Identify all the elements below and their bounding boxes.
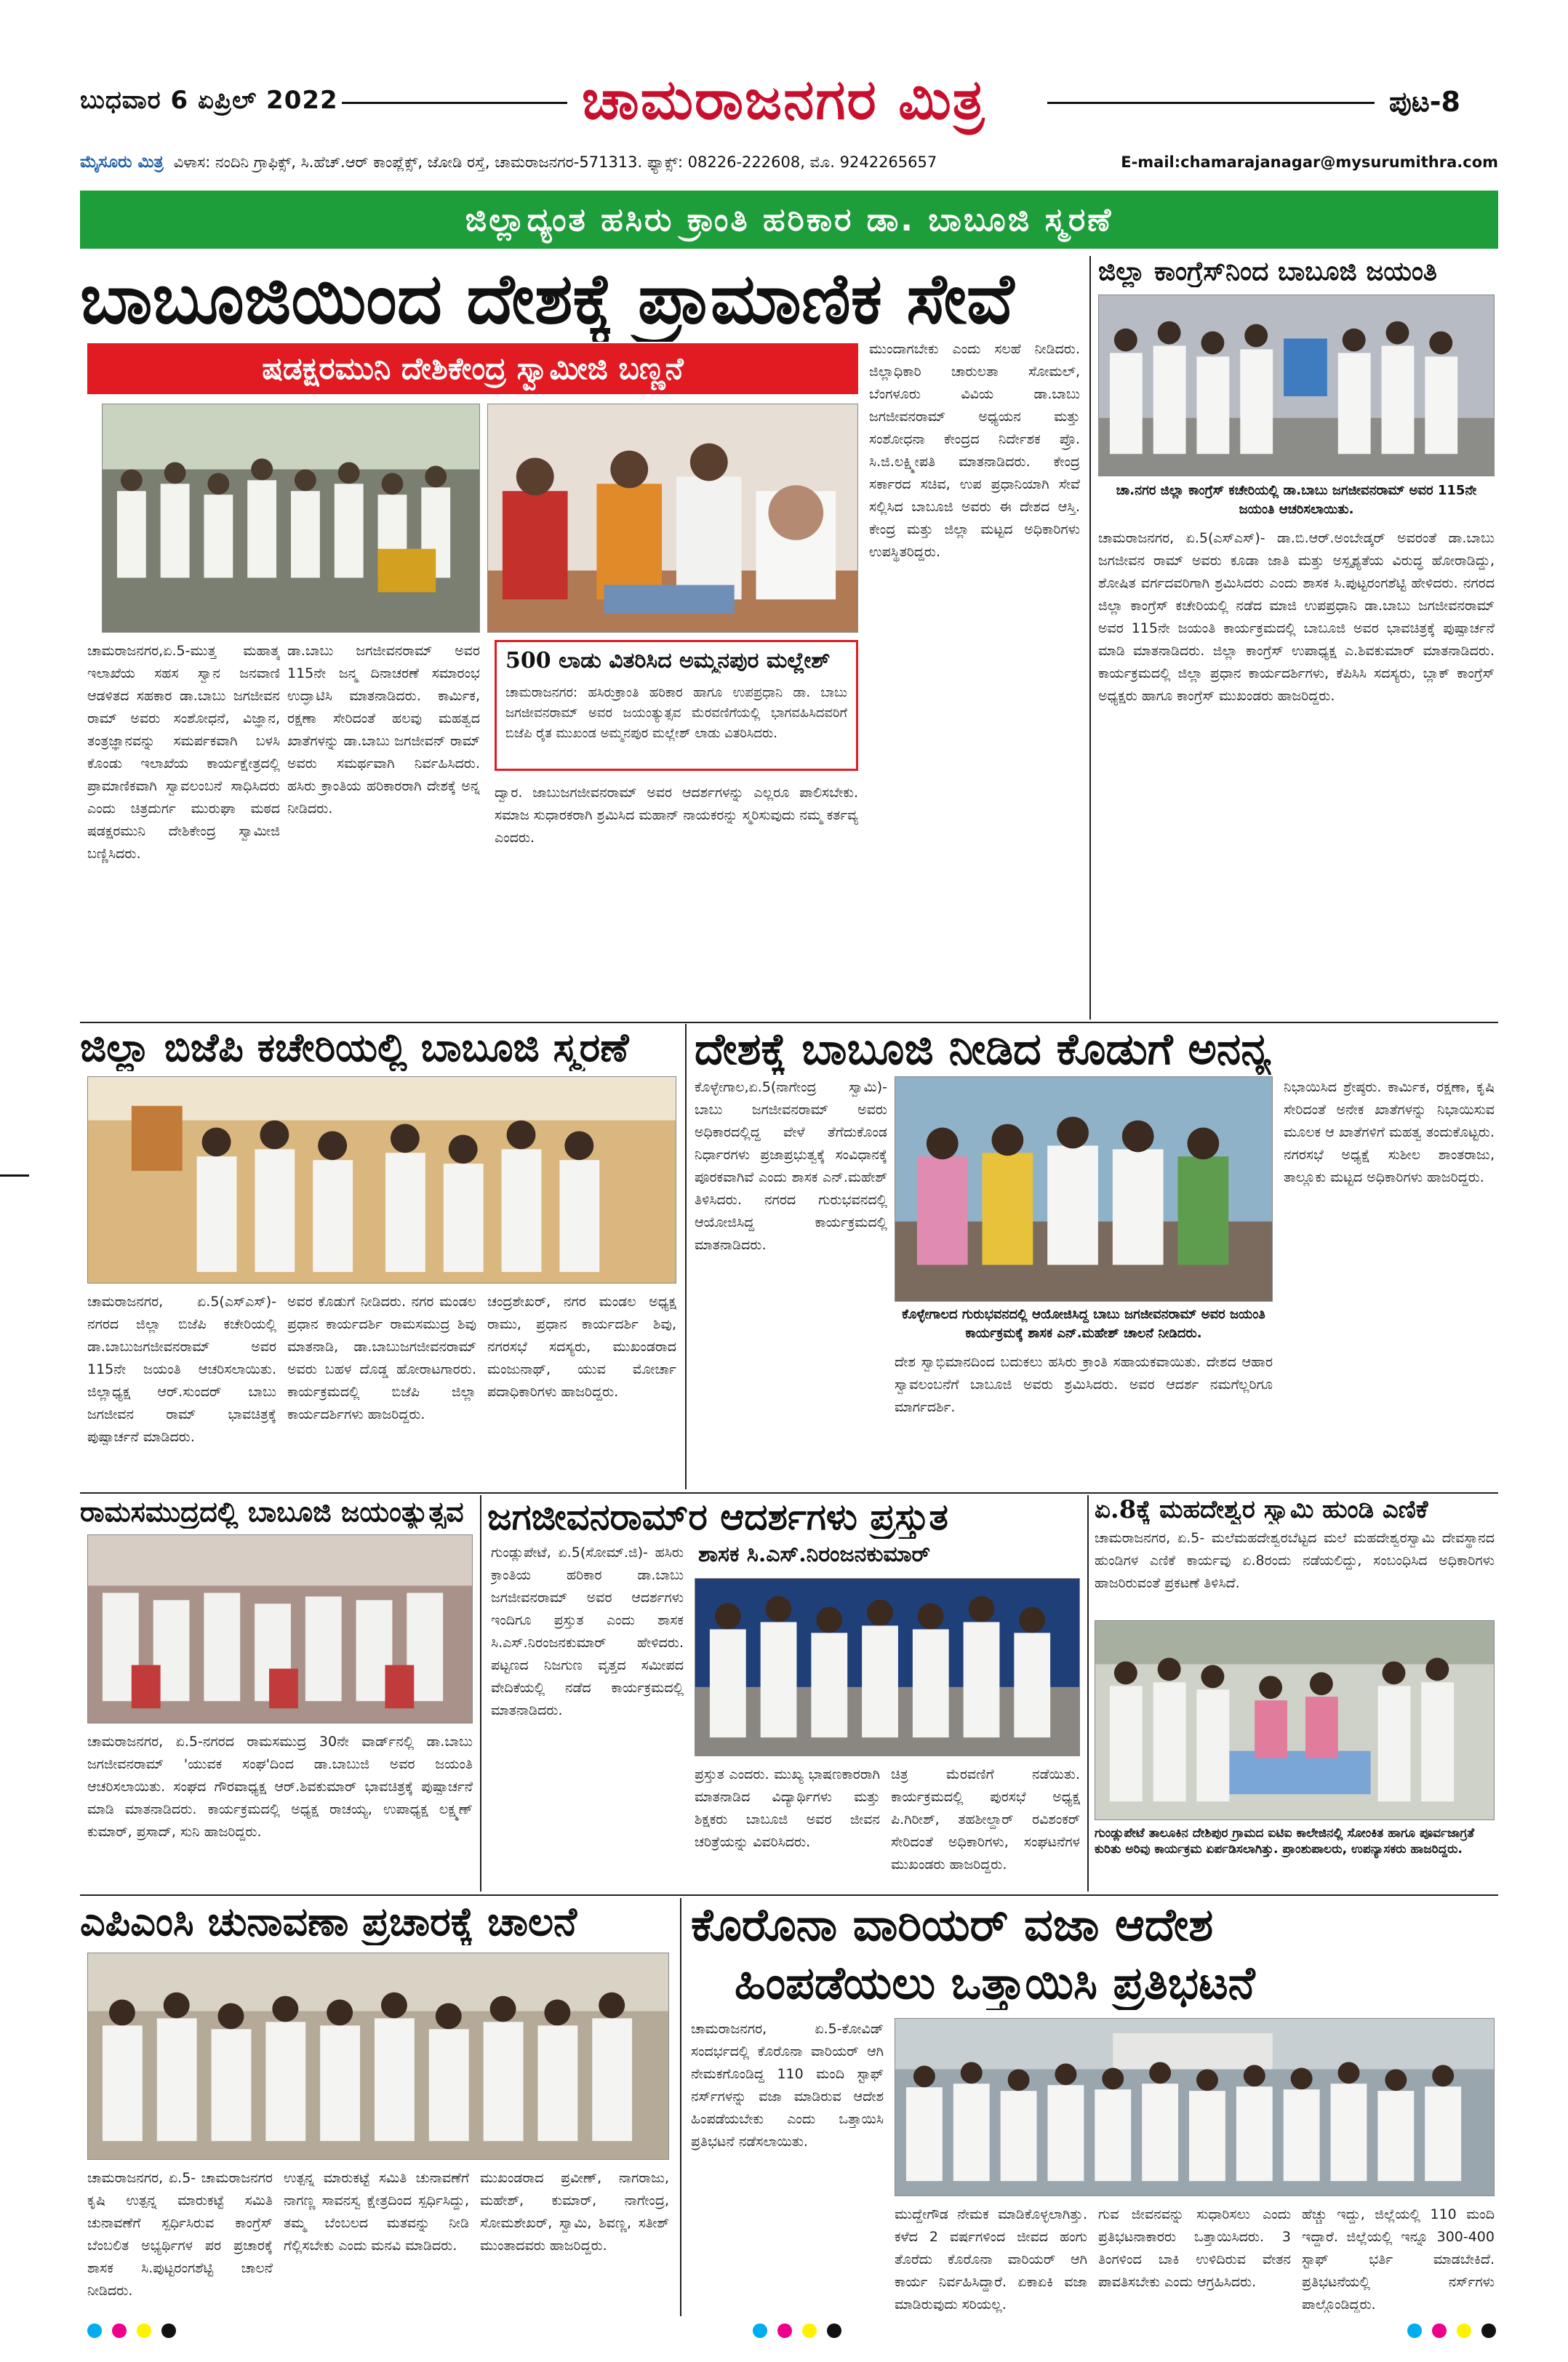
hundi-text: ಚಾಮರಾಜನಗರ, ಏ.5- ಮಲೆಮಹದೇಶ್ವರಬೆಟ್ಟದ ಮಲೆ ಮಹದೇಶ್ವರಸ್ವಾಮಿ ದೇವಸ್ಥಾನದ ಹುಂಡಿಗಳ ಎಣಿಕೆ ಕಾರ್ಯವು ಏ.8ರಂದು ನಡೆಯಲಿದ್ದು, ಸಂಬಂಧಿಸಿದ ಅಧಿಕಾರಿಗಳು ಹಾಜರಿರುವಂತೆ ಪ್ರಕಟಣೆ ತಿಳಿಸಿದೆ. bbox=[1095, 1530, 1495, 1591]
magenta-dot bbox=[1432, 2323, 1447, 2338]
masthead-rule-left bbox=[342, 102, 567, 104]
apmc-column-1: ಚಾಮರಾಜನಗರ, ಏ.5- ಚಾಮರಾಜನಗರ ಕೃಷಿ ಉತ್ಪನ್ನ ಮಾರುಕಟ್ಟೆ ಸಮಿತಿ ಚುನಾವಣೆಗೆ ಸ್ಪರ್ಧಿಸಿರುವ ಕಾಂಗ್ರೆಸ್ ಬೆಂಬಲಿತ ಅಭ್ಯರ್ಥಿಗಳ ಪರ ಪ್ರಚಾರಕ್ಕೆ ಶಾಸಕ ಸಿ.ಪುಟ್ಟರಂಗಶೆಟ್ಟಿ ಚಾಲನೆ ನೀಡಿದರು. bbox=[87, 2170, 273, 2299]
cyan-dot bbox=[1407, 2323, 1422, 2338]
ideals-column-3: ಚಿತ್ರ ಮೆರವಣಿಗೆ ನಡೆಯಿತು. ಕಾರ್ಯಕ್ರಮದಲ್ಲಿ ಪುರಸಭೆ ಅಧ್ಯಕ್ಷ ಪಿ.ಗಿರೀಶ್, ತಹಶೀಲ್ದಾರ್ ರವಿಶಂಕರ್ ಸೇರಿದಂತೆ ಅಧಿಕಾರಿಗಳು, ಸಂಘಟನೆಗಳ ಮುಖಂಡರು ಹಾಜರಿದ್ದರು. bbox=[891, 1766, 1080, 1873]
ideals-divider bbox=[1087, 1495, 1089, 1891]
publisher-address: ವಿಳಾಸ: ನಂದಿನಿ ಗ್ರಾಫಿಕ್ಸ್, ಸಿ.ಹೆಚ್.ಆರ್ ಕಾಂಪ್ಲೆಕ್ಸ್, ಜೋಡಿ ರಸ್ತೆ, ಚಾಮರಾಜನಗರ-571313. ಫ್ಯಾಕ್ಸ್: 08226-222608, ಮೊ. 9242265657 bbox=[173, 153, 937, 171]
registration-marks-right bbox=[1407, 2323, 1496, 2338]
corona-photo bbox=[895, 2018, 1495, 2196]
apmc-column-3: ಮುಖಂಡರಾದ ಪ್ರವೀಣ್, ನಾಗರಾಜು, ಮಹೇಶ್, ಕುಮಾರ್, ನಾಗೇಂದ್ರ, ಸೋಮಶೇಖರ್, ಸ್ವಾಮಿ, ಶಿವಣ್ಣ, ಸತೀಶ್ ಮುಂತಾದವರು ಹಾಜರಿದ್ದರು. bbox=[480, 2170, 669, 2254]
lead-photo-stage bbox=[487, 404, 858, 633]
ramasamudra-divider bbox=[480, 1495, 481, 1891]
corona-headline-2: ಹಿಂಪಡೆಯಲು ಒತ್ತಾಯಿಸಿ ಪ್ರತಿಭಟನೆ bbox=[735, 1956, 1255, 2009]
contribution-column-3: ನಿಭಾಯಿಸಿದ ಶ್ರೇಷ್ಠರು. ಕಾರ್ಮಿಕ, ರಕ್ಷಣಾ, ಕೃಷಿ ಸೇರಿದಂತೆ ಅನೇಕ ಖಾತೆಗಳನ್ನು ನಿಭಾಯಿಸುವ ಮೂಲಕ ಆ ಖಾತೆಗಳಿಗೆ ಮಹತ್ವ ತಂದುಕೊಟ್ಟರು. ನಗರಸಭೆ ಅಧ್ಯಕ್ಷೆ ಸುಶೀಲ ಶಾಂತರಾಜು, ತಾಲ್ಲೂಕು ಮಟ್ಟದ ಅಧಿಕಾರಿಗಳು ಹಾಜರಿದ್ದರು. bbox=[1284, 1079, 1495, 1185]
bjp-divider bbox=[685, 1024, 687, 1489]
ideals-subhead: ಶಾಸಕ ಸಿ.ಎಸ್.ನಿರಂಜನಕುಮಾರ್ bbox=[698, 1542, 931, 1567]
hundi-caption: ಗುಂಡ್ಲುಪೇಟೆ ತಾಲೂಕಿನ ದೇಶಿಪುರ ಗ್ರಾಮದ ಐಟಿಐ ಕಾಲೇಜಿನಲ್ಲಿ ಸೋಂಕಿತ ಹಾಗೂ ಪೂರ್ವಜಾಗ್ರತೆ ಕುರಿತು ಅರಿವು ಕಾರ್ಯಕ್ರಮ ಏರ್ಪಡಿಸಲಾಗಿತ್ತು. ಪ್ರಾಂಶುಪಾಲರು, ಉಪನ್ಯಾಸಕರು ಹಾಜರಿದ್ದರು. bbox=[1095, 1826, 1475, 1857]
lead-headline: ಬಾಬೂಜಿಯಿಂದ ದೇಶಕ್ಕೆ ಪ್ರಾಮಾಣಿಕ ಸೇವೆ bbox=[80, 257, 1015, 340]
apmc-divider bbox=[680, 1898, 681, 2316]
page-number: ಪುಟ-8 bbox=[1389, 86, 1460, 118]
bjp-headline: ಜಿಲ್ಲಾ ಬಿಜೆಪಿ ಕಚೇರಿಯಲ್ಲಿ ಬಾಬೂಜಿ ಸ್ಮರಣೆ bbox=[80, 1024, 629, 1070]
section-banner: ಜಿಲ್ಲಾದ್ಯಂತ ಹಸಿರು ಕ್ರಾಂತಿ ಹರಿಕಾರ ಡಾ. ಬಾಬೂಜಿ ಸ್ಮರಣೆ bbox=[80, 191, 1498, 249]
apmc-column-2: ಉತ್ಪನ್ನ ಮಾರುಕಟ್ಟೆ ಸಮಿತಿ ಚುನಾವಣೆಗೆ ನಾಗಣ್ಣ ಸಾವನಸ್ವ ಕ್ಷೇತ್ರದಿಂದ ಸ್ಪರ್ಧಿಸಿದ್ದು, ತಮ್ಮ ಬೆಂಬಲದ ಮತವನ್ನು ನೀಡಿ ಗೆಲ್ಲಿಸಬೇಕು ಎಂದು ಮನವಿ ಮಾಡಿದರು. bbox=[284, 2170, 469, 2254]
corona-column-2: ಮುದ್ದೇಗೌಡ ನೇಮಕ ಮಾಡಿಕೊಳ್ಳಲಾಗಿತ್ತು. ಕಳೆದ 2 ವರ್ಷಗಳಿಂದ ಜೀವದ ಹಂಗು ತೊರೆದು ಕೊರೊನಾ ವಾರಿಯರ್ ಆಗಿ ಕಾರ್ಯ ನಿರ್ವಹಿಸಿದ್ದಾರೆ. ಏಕಾಏಕಿ ವಜಾ ಮಾಡಿರುವುದು ಸರಿಯಲ್ಲ. bbox=[895, 2206, 1087, 2313]
corona-headline-1: ಕೊರೊನಾ ವಾರಿಯರ್ ವಜಾ ಆದೇಶ bbox=[691, 1898, 1214, 1951]
apmc-headline: ಎಪಿಎಂಸಿ ಚುನಾವಣಾ ಪ್ರಚಾರಕ್ಕೆ ಚಾಲನೆ bbox=[80, 1898, 577, 1945]
yellow-dot bbox=[137, 2323, 151, 2338]
magenta-dot bbox=[777, 2323, 792, 2338]
corona-column-1: ಚಾಮರಾಜನಗರ, ಏ.5-ಕೋವಿಡ್ ಸಂದರ್ಭದಲ್ಲಿ ಕೊರೊನಾ ವಾರಿಯರ್ ಆಗಿ ನೇಮಕಗೊಂಡಿದ್ದ 110 ಮಂದಿ ಸ್ಟಾಫ್ ನರ್ಸ್‌ಗಳನ್ನು ವಜಾ ಮಾಡಿರುವ ಆದೇಶ ಹಿಂಪಡೆಯಬೇಕು ಎಂದು ಒತ್ತಾಯಿಸಿ ಪ್ರತಿಭಟನೆ ನಡೆಸಲಾಯಿತು. bbox=[691, 2021, 884, 2150]
issue-date: ಬುಧವಾರ 6 ಏಪ್ರಿಲ್ 2022 bbox=[80, 86, 338, 115]
row-divider-3 bbox=[80, 1894, 1498, 1896]
lead-column-2: ಡಾ.ಬಾಬು ಜಗಜೀವನರಾಮ್ ಅವರ 115ನೇ ಜನ್ಮ ದಿನಾಚರಣೆ ಸಮಾರಂಭ ಉದ್ಘಾಟಿಸಿ ಮಾತನಾಡಿದರು. ಕಾರ್ಮಿಕ, ರಕ್ಷಣಾ ಸೇರಿದಂತೆ ಹಲವು ಮಹತ್ವದ ಖಾತೆಗಳನ್ನು ಡಾ.ಬಾಬು ಜಗಜೀವನ್ ರಾಮ್ ಅವರು ಸಮರ್ಥವಾಗಿ ನಿರ್ವಹಿಸಿದರು. ಹಸಿರು ಕ್ರಾಂತಿಯ ಹರಿಕಾರರಾಗಿ ದೇಶಕ್ಕೆ ಅನ್ನ ನೀಡಿದರು. bbox=[287, 643, 480, 817]
margin-tick bbox=[0, 1174, 29, 1177]
lead-photo-procession bbox=[102, 404, 480, 633]
black-dot bbox=[161, 2323, 176, 2338]
lead-subhead: ಷಡಕ್ಷರಮುನಿ ದೇಶಿಕೇಂದ್ರ ಸ್ವಾಮೀಜಿ ಬಣ್ಣನೆ bbox=[87, 343, 858, 394]
congress-caption: ಚಾ.ನಗರ ಜಿಲ್ಲಾ ಕಾಂಗ್ರೆಸ್ ಕಚೇರಿಯಲ್ಲಿ ಡಾ.ಬಾಬು ಜಗಜೀವನರಾಮ್ ಅವರ 115ನೇ ಜಯಂತಿ ಆಚರಿಸಲಾಯಿತು. bbox=[1116, 483, 1477, 517]
magenta-dot bbox=[112, 2323, 127, 2338]
apmc-photo bbox=[87, 1953, 669, 2160]
ideals-column-1: ಗುಂಡ್ಲುಪೇಟೆ, ಏ.5(ಸೋಮ್.ಜಿ)- ಹಸಿರು ಕ್ರಾಂತಿಯ ಹರಿಕಾರ ಡಾ.ಬಾಬು ಜಗಜೀವನರಾಮ್ ಅವರ ಆದರ್ಶಗಳು ಇಂದಿಗೂ ಪ್ರಸ್ತುತ ಎಂದು ಶಾಸಕ ಸಿ.ಎಸ್.ನಿರಂಜನಕುಮಾರ್ ಹೇಳಿದರು. ಪಟ್ಟಣದ ನಿಜಗುಣ ವೃತ್ತದ ಸಮೀಪದ ವೇದಿಕೆಯಲ್ಲಿ ನಡೆದ ಕಾರ್ಯಕ್ರಮದಲ್ಲಿ ಮಾತನಾಡಿದರು. bbox=[491, 1545, 684, 1718]
ramasamudra-photo bbox=[87, 1534, 473, 1724]
newspaper-brand: ಚಾಮರಾಜನಗರ ಮಿತ್ರ bbox=[582, 67, 986, 132]
lead-inset-box bbox=[495, 640, 858, 771]
yellow-dot bbox=[802, 2323, 817, 2338]
publisher-info-bar bbox=[80, 145, 1498, 179]
contribution-photo bbox=[895, 1076, 1273, 1302]
publisher-name: ಮೈಸೂರು ಮಿತ್ರ bbox=[80, 153, 164, 172]
black-dot bbox=[1481, 2323, 1496, 2338]
contribution-column-1: ಕೊಳ್ಳೇಗಾಲ,ಏ.5(ನಾಗೇಂದ್ರ ಸ್ವಾಮಿ)- ಬಾಬು ಜಗಜೀವನರಾಮ್ ಅವರು ಅಧಿಕಾರದಲ್ಲಿದ್ದ ವೇಳೆ ತೆಗೆದುಕೊಂಡ ನಿರ್ಧಾರಗಳು ಪ್ರಜಾಪ್ರಭುತ್ವಕ್ಕೆ ಸಂವಿಧಾನಕ್ಕೆ ಪೂರಕವಾಗಿವೆ ಎಂದು ಶಾಸಕ ಎನ್.ಮಹೇಶ್ ತಿಳಿಸಿದರು. ನಗರದ ಗುರುಭವನದಲ್ಲಿ ಆಯೋಜಿಸಿದ್ದ ಕಾರ್ಯಕ್ರಮದಲ್ಲಿ ಮಾತನಾಡಿದರು. bbox=[695, 1079, 887, 1253]
registration-marks-center bbox=[753, 2323, 841, 2338]
publisher-email: E-mail:chamarajanagar@mysurumithra.com bbox=[1121, 153, 1498, 171]
cyan-dot bbox=[87, 2323, 102, 2338]
registration-marks-left bbox=[87, 2323, 176, 2338]
cyan-dot bbox=[753, 2323, 767, 2338]
bjp-column-2: ಅವರ ಕೊಡುಗೆ ನೀಡಿದರು. ನಗರ ಮಂಡಲ ಪ್ರಧಾನ ಕಾರ್ಯದರ್ಶಿ ರಾಮಸಮುದ್ರ ಶಿವು ಮಾತನಾಡಿ, ಡಾ.ಬಾಬುಜಗಜೀವನರಾಮ್ ಅವರು ಬಹಳ ದೊಡ್ಡ ಹೋರಾಟಗಾರರು. ಕಾರ್ಯಕ್ರಮದಲ್ಲಿ ಬಿಜೆಪಿ ಜಿಲ್ಲಾ ಕಾರ್ಯದರ್ಶಿಗಳು ಹಾಜರಿದ್ದರು. bbox=[287, 1294, 476, 1422]
masthead-rule-right bbox=[1047, 102, 1375, 104]
lead-column-3: ದ್ವಾರ. ಜಾಬುಜಗಜೀವನರಾಮ್ ಅವರ ಆದರ್ಶಗಳನ್ನು ಎಲ್ಲರೂ ಪಾಲಿಸಬೇಕು. ಸಮಾಜ ಸುಧಾರಕರಾಗಿ ಶ್ರಮಿಸಿದ ಮಹಾನ್ ನಾಯಕರನ್ನು ಸ್ಮರಿಸುವುದು ನಮ್ಮ ಕರ್ತವ್ಯ ಎಂದರು. bbox=[495, 785, 858, 846]
black-dot bbox=[827, 2323, 841, 2338]
congress-photo bbox=[1098, 295, 1495, 476]
congress-headline: ಜಿಲ್ಲಾ ಕಾಂಗ್ರೆಸ್‌ನಿಂದ ಬಾಬೂಜಿ ಜಯಂತಿ bbox=[1098, 256, 1437, 287]
contribution-headline: ದೇಶಕ್ಕೆ ಬಾಬೂಜಿ ನೀಡಿದ ಕೊಡುಗೆ ಅನನ್ಯ bbox=[695, 1024, 1271, 1075]
contribution-caption: ಕೊಳ್ಳೇಗಾಲದ ಗುರುಭವನದಲ್ಲಿ ಆಯೋಜಿಸಿದ್ದ ಬಾಬು ಜಗಜೀವನರಾಮ್ ಅವರ ಜಯಂತಿ ಕಾರ್ಯಕ್ರಮಕ್ಕೆ ಶಾಸಕ ಎನ್.ಮಹೇಶ್ ಚಾಲನೆ ನೀಡಿದರು. bbox=[902, 1307, 1265, 1341]
lead-divider bbox=[1089, 256, 1091, 1020]
lead-column-1: ಚಾಮರಾಜನಗರ,ಏ.5-ಮುತ್ತ ಮಹಾತ್ಮ ಇಲಾಖೆಯ ಸಹಸ ಸ್ವಾನ ಜನವಾಣಿ ಆಡಳಿತದ ಸಹಕಾರ ಡಾ.ಬಾಬು ಜಗಜೀವನ ರಾಮ್ ಅವರು ಸಂಶೋಧನೆ, ವಿಜ್ಞಾನ, ತಂತ್ರಜ್ಞಾನವನ್ನು ಸಮರ್ಪಕವಾಗಿ ಬಳಸಿ ಕೊಂಡು ಇಲಾಖೆಯ ಕಾರ್ಯಕ್ಷೇತ್ರದಲ್ಲಿ ಪ್ರಾಮಾಣಿಕವಾಗಿ ಸ್ವಾವಲಂಬನೆ ಸಾಧಿಸಿದರು ಎಂದು ಚಿತ್ರದುರ್ಗ ಮುರುಘಾ ಮಠದ ಷಡಕ್ಷರಮುನಿ ದೇಶಿಕೇಂದ್ರ ಸ್ವಾಮೀಜಿ ಬಣ್ಣಿಸಿದರು. bbox=[87, 643, 280, 862]
ideals-headline: ಜಗಜೀವನರಾಮ್‌ರ ಆದರ್ಶಗಳು ಪ್ರಸ್ತುತ bbox=[487, 1495, 948, 1538]
corona-column-3: ಗುವ ಜೀವನವನ್ನು ಸುಧಾರಿಸಲು ಎಂದು ಪ್ರತಿಭಟನಾಕಾರರು ಒತ್ತಾಯಿಸಿದರು. 3 ತಿಂಗಳಿಂದ ಬಾಕಿ ಉಳಿದಿರುವ ವೇತನ ಪಾವತಿಸಬೇಕು ಎಂದು ಆಗ್ರಹಿಸಿದರು. bbox=[1098, 2206, 1291, 2290]
row-divider-1 bbox=[80, 1022, 1498, 1023]
contribution-column-2: ದೇಶ ಸ್ವಾಭಿಮಾನದಿಂದ ಬದುಕಲು ಹಸಿರು ಕ್ರಾಂತಿ ಸಹಾಯಕವಾಯಿತು. ದೇಶದ ಆಹಾರ ಸ್ವಾವಲಂಬನೆಗೆ ಬಾಬೂಜಿ ಅವರು ಶ್ರಮಿಸಿದರು. ಅವರ ಆದರ್ಶ ನಮಗೆಲ್ಲರಿಗೂ ಮಾರ್ಗದರ್ಶಿ. bbox=[895, 1354, 1273, 1415]
lead-inset-text: ಚಾಮರಾಜನಗರ: ಹಸಿರುಕ್ರಾಂತಿ ಹರಿಕಾರ ಹಾಗೂ ಉಪಪ್ರಧಾನಿ ಡಾ. ಬಾಬು ಜಗಜೀವನರಾಮ್ ಅವರ ಜಯಂತ್ಯುತ್ಸವ ಮೆರವಣಿಗೆಯಲ್ಲಿ ಭಾಗವಹಿಸಿದವರಿಗೆ ಬಿಜೆಪಿ ರೈತ ಮುಖಂಡ ಅಮ್ಮನಪುರ ಮಲ್ಲೇಶ್ ಲಾಡು ವಿತರಿಸಿದರು. bbox=[505, 685, 847, 741]
row-divider-2 bbox=[80, 1492, 1498, 1494]
ideals-photo bbox=[695, 1578, 1080, 1756]
ideals-column-2: ಪ್ರಸ್ತುತ ಎಂದರು. ಮುಖ್ಯ ಭಾಷಣಕಾರರಾಗಿ ಮಾತನಾಡಿದ ವಿದ್ಯಾರ್ಥಿಗಳು ಮತ್ತು ಶಿಕ್ಷಕರು ಬಾಬೂಜಿ ಅವರ ಜೀವನ ಚರಿತ್ರೆಯನ್ನು ವಿವರಿಸಿದರು. bbox=[695, 1766, 880, 1850]
bjp-column-3: ಚಂದ್ರಶೇಖರ್, ನಗರ ಮಂಡಲ ಅಧ್ಯಕ್ಷ ರಾಮು, ಪ್ರಧಾನ ಕಾರ್ಯದರ್ಶಿ ಶಿವು, ನಗರಸಭೆ ಸದಸ್ಯರು, ಮುಖಂಡರಾದ ಮಂಜುನಾಥ್, ಯುವ ಮೋರ್ಚಾ ಪದಾಧಿಕಾರಿಗಳು ಹಾಜರಿದ್ದರು. bbox=[487, 1294, 676, 1400]
ramasamudra-text: ಚಾಮರಾಜನಗರ, ಏ.5-ನಗರದ ರಾಮಸಮುದ್ರ 30ನೇ ವಾರ್ಡ್‌ನಲ್ಲಿ ಡಾ.ಬಾಬು ಜಗಜೀವನರಾಮ್ 'ಯುವಕ ಸಂಘ'ದಿಂದ ಡಾ.ಬಾಬುಜಿ ಅವರ ಜಯಂತಿ ಆಚರಿಸಲಾಯಿತು. ಸಂಘದ ಗೌರವಾಧ್ಯಕ್ಷ ಆರ್.ಶಿವಕುಮಾರ್ ಭಾವಚಿತ್ರಕ್ಕೆ ಪುಷ್ಪಾರ್ಚನೆ ಮಾಡಿ ಮಾತನಾಡಿದರು. ಕಾರ್ಯಕ್ರಮದಲ್ಲಿ ಅಧ್ಯಕ್ಷ ರಾಚಯ್ಯ, ಉಪಾಧ್ಯಕ್ಷ ಲಕ್ಷ್ಮಣ್ ಕುಮಾರ್, ಪ್ರಸಾದ್, ಸುನಿ ಹಾಜರಿದ್ದರು. bbox=[87, 1734, 473, 1840]
bjp-photo bbox=[87, 1076, 676, 1284]
hundi-photo bbox=[1095, 1620, 1495, 1820]
yellow-dot bbox=[1457, 2323, 1471, 2338]
lead-column-4: ಮುಂದಾಗಬೇಕು ಎಂದು ಸಲಹೆ ನೀಡಿದರು. ಜಿಲ್ಲಾಧಿಕಾರಿ ಚಾರುಲತಾ ಸೋಮಲ್, ಬೆಂಗಳೂರು ವಿವಿಯ ಡಾ.ಬಾಬು ಜಗಜೀವನರಾಮ್ ಅಧ್ಯಯನ ಮತ್ತು ಸಂಶೋಧನಾ ಕೇಂದ್ರದ ನಿರ್ದೇಶಕ ಪ್ರೊ. ಸಿ.ಜಿ.ಲಕ್ಷ್ಮೀಪತಿ ಮಾತನಾಡಿದರು. ಕೇಂದ್ರ ಸರ್ಕಾರದ ಸಚಿವ, ಉಪ ಪ್ರಧಾನಿಯಾಗಿ ಸೇವೆ ಸಲ್ಲಿಸಿದ ಬಾಬೂಜಿ ಅವರು ಈ ದೇಶದ ಆಸ್ತಿ. ಕೇಂದ್ರ ಮತ್ತು ಜಿಲ್ಲಾ ಮಟ್ಟದ ಅಧಿಕಾರಿಗಳು ಉಪಸ್ಥಿತರಿದ್ದರು. bbox=[869, 341, 1080, 560]
lead-inset-title: 500 ಲಾಡು ವಿತರಿಸಿದ ಅಮ್ಮನಪುರ ಮಲ್ಲೇಶ್ bbox=[505, 648, 831, 673]
bjp-column-1: ಚಾಮರಾಜನಗರ, ಏ.5(ಎಸ್‌ಎಸ್)- ನಗರದ ಜಿಲ್ಲಾ ಬಿಜೆಪಿ ಕಚೇರಿಯಲ್ಲಿ ಡಾ.ಬಾಬುಜಗಜೀವನರಾಮ್ ಅವರ 115ನೇ ಜಯಂತಿ ಆಚರಿಸಲಾಯಿತು. ಜಿಲ್ಲಾಧ್ಯಕ್ಷ ಆರ್.ಸುಂದರ್ ಬಾಬು ಜಗಜೀವನ ರಾಮ್ ಭಾವಚಿತ್ರಕ್ಕೆ ಪುಷ್ಪಾರ್ಚನೆ ಮಾಡಿದರು. bbox=[87, 1294, 276, 1445]
congress-text: ಚಾಮರಾಜನಗರ, ಏ.5(ಎಸ್‌ಎಸ್)- ಡಾ.ಬಿ.ಆರ್.ಅಂಬೇಡ್ಕರ್ ಅವರಂತೆ ಡಾ.ಬಾಬು ಜಗಜೀವನ ರಾಮ್ ಅವರು ಕೂಡಾ ಜಾತಿ ಮತ್ತು ಅಸ್ಪೃಶ್ಯತೆಯ ವಿರುದ್ಧ ಹೋರಾಡಿದ್ದು, ಶೋಷಿತ ವರ್ಗದವರಿಗಾಗಿ ಶ್ರಮಿಸಿದರು ಎಂದು ಶಾಸಕ ಸಿ.ಪುಟ್ಟರಂಗಶೆಟ್ಟಿ ಹೇಳಿದರು. ನಗರದ ಜಿಲ್ಲಾ ಕಾಂಗ್ರೆಸ್ ಕಚೇರಿಯಲ್ಲಿ ನಡೆದ ಮಾಜಿ ಉಪಪ್ರಧಾನಿ ಡಾ.ಬಾಬು ಜಗಜೀವನರಾಮ್ ಅವರ 115ನೇ ಜಯಂತಿ ಕಾರ್ಯಕ್ರಮದಲ್ಲಿ ಬಾಬೂಜಿ ಅವರ ಭಾವಚಿತ್ರಕ್ಕೆ ಪುಷ್ಪಾರ್ಚನೆ ಮಾಡಿ ಮಾತನಾಡಿದರು. ಜಿಲ್ಲಾ ಕಾಂಗ್ರೆಸ್ ಉಪಾಧ್ಯಕ್ಷ ಎ.ಶಿವಕುಮಾರ್ ಮಾತನಾಡಿದರು. ಕಾರ್ಯಕ್ರಮದಲ್ಲಿ ಜಿಲ್ಲಾ ಪ್ರಧಾನ ಕಾರ್ಯದರ್ಶಿಗಳು, ಕೆಪಿಸಿಸಿ ಸದಸ್ಯರು, ಬ್ಲಾಕ್ ಕಾಂಗ್ರೆಸ್ ಅಧ್ಯಕ್ಷರು ಹಾಗೂ ಕಾಂಗ್ರೆಸ್ ಮುಖಂಡರು ಹಾಜರಿದ್ದರು. bbox=[1098, 530, 1495, 704]
corona-column-4: ಹೆಚ್ಚು ಇದ್ದು, ಜಿಲ್ಲೆಯಲ್ಲಿ 110 ಮಂದಿ ಇದ್ದಾರೆ. ಜಿಲ್ಲೆಯಲ್ಲಿ ಇನ್ನೂ 300-400 ಸ್ಟಾಫ್ ಭರ್ತಿ ಮಾಡಬೇಕಿದೆ. ಪ್ರತಿಭಟನೆಯಲ್ಲಿ ನರ್ಸ್‌ಗಳು ಪಾಲ್ಗೊಂಡಿದ್ದರು. bbox=[1302, 2206, 1495, 2313]
hundi-headline: ಏ.8ಕ್ಕೆ ಮಹದೇಶ್ವರ ಸ್ವಾಮಿ ಹುಂಡಿ ಎಣಿಕೆ bbox=[1095, 1495, 1428, 1524]
ramasamudra-headline: ರಾಮಸಮುದ್ರದಲ್ಲಿ ಬಾಬೂಜಿ ಜಯಂತ್ಯುತ್ಸವ bbox=[80, 1495, 464, 1528]
